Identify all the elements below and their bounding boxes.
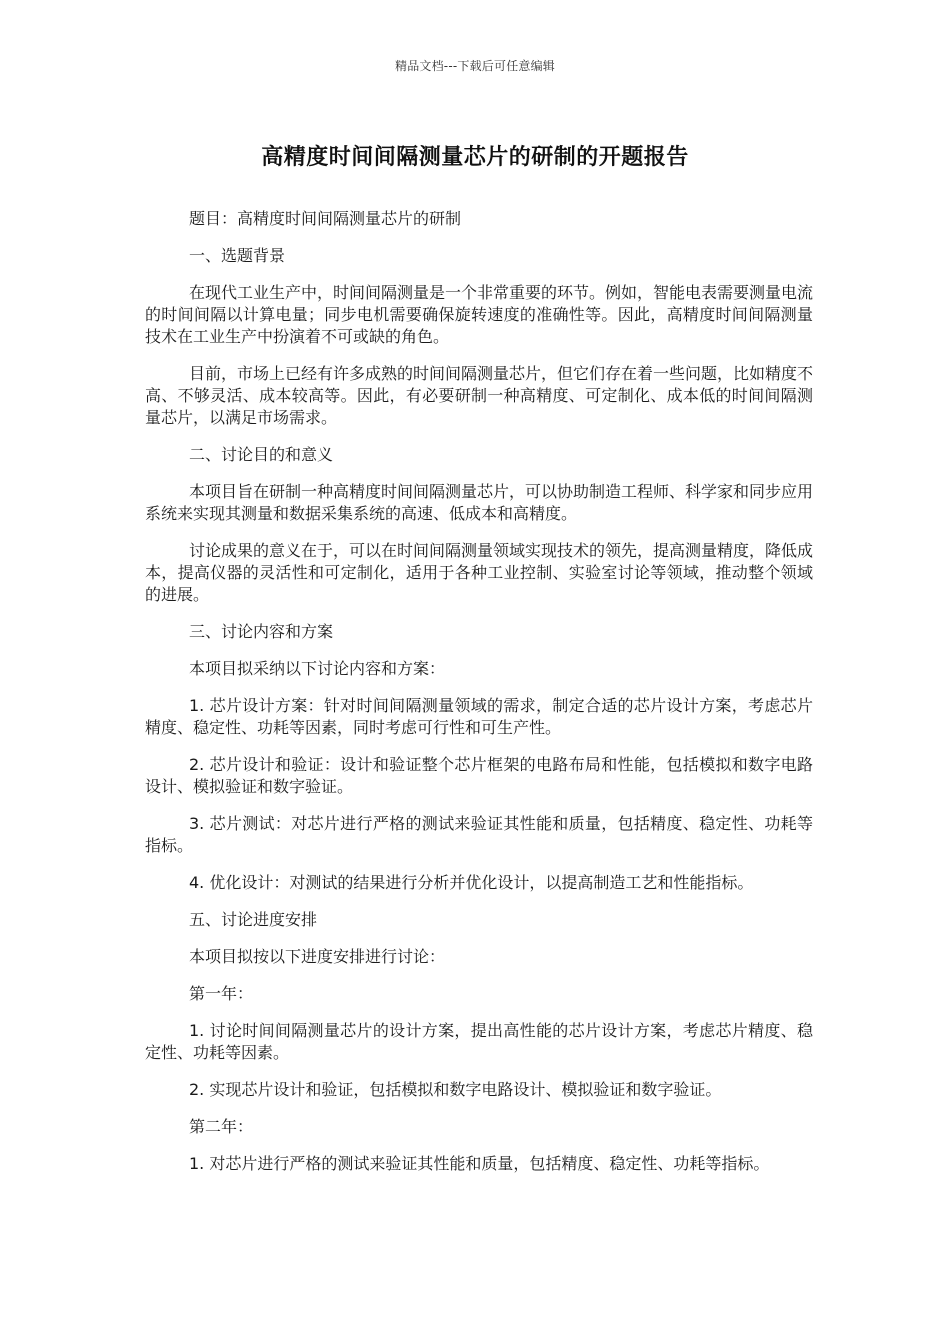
list-item: 1. 对芯片进行严格的测试来验证其性能和质量，包括精度、稳定性、功耗等指标。	[189, 1154, 770, 1173]
list-item: 1. 芯片设计方案：针对时间间隔测量领域的需求，制定合适的芯片设计方案，考虑芯片精度、稳定性、功耗等因素，同时考虑可行性和可生产性。	[145, 696, 813, 737]
section-heading-content: 三、讨论内容和方案	[189, 622, 334, 641]
paragraph: 本项目旨在研制一种高精度时间间隔测量芯片，可以协助制造工程师、科学家和同步应用系统来实现其测量和数据采集系统的高速、低成本和高精度。	[145, 482, 814, 523]
section-heading-purpose: 二、讨论目的和意义	[189, 445, 334, 464]
document-title: 高精度时间间隔测量芯片的研制的开题报告	[261, 145, 689, 170]
year-heading: 第二年：	[189, 1117, 254, 1136]
paragraph: 本项目拟按以下进度安排进行讨论：	[189, 947, 446, 966]
list-item: 2. 芯片设计和验证：设计和验证整个芯片框架的电路布局和性能，包括模拟和数字电路设计、模拟验证和数字验证。	[145, 755, 813, 796]
year-heading: 第一年：	[189, 984, 254, 1003]
section-heading-background: 一、选题背景	[189, 246, 286, 265]
list-item: 3. 芯片测试：对芯片进行严格的测试来验证其性能和质量，包括精度、稳定性、功耗等指标。	[145, 814, 813, 855]
subject-line: 题目：高精度时间间隔测量芯片的研制	[189, 209, 462, 228]
section-heading-schedule: 五、讨论进度安排	[189, 910, 318, 929]
list-item: 4. 优化设计：对测试的结果进行分析并优化设计，以提高制造工艺和性能指标。	[189, 873, 754, 892]
paragraph: 讨论成果的意义在于，可以在时间间隔测量领域实现技术的领先，提高测量精度，降低成本，提高仪器的灵活性和可定制化，适用于各种工业控制、实验室讨论等领域，推动整个领域的进展。	[145, 541, 814, 604]
paragraph: 目前，市场上已经有许多成熟的时间间隔测量芯片，但它们存在着一些问题，比如精度不高、不够灵活、成本较高等。因此，有必要研制一种高精度、可定制化、成本低的时间间隔测量芯片，以满足市场需求。	[145, 364, 814, 427]
document-body	[145, 208, 813, 1190]
list-item: 2. 实现芯片设计和验证，包括模拟和数字电路设计、模拟验证和数字验证。	[189, 1080, 722, 1099]
paragraph: 本项目拟采纳以下讨论内容和方案：	[189, 659, 446, 678]
list-item: 1. 讨论时间间隔测量芯片的设计方案，提出高性能的芯片设计方案，考虑芯片精度、稳定性、功耗等因素。	[145, 1021, 813, 1062]
page-header: 精品文档---下载后可任意编辑	[395, 59, 555, 73]
paragraph: 在现代工业生产中，时间间隔测量是一个非常重要的环节。例如，智能电表需要测量电流的时间间隔以计算电量；同步电机需要确保旋转速度的准确性等。因此，高精度时间间隔测量技术在工业生产中扮演着不可或缺的角色。	[145, 283, 814, 346]
